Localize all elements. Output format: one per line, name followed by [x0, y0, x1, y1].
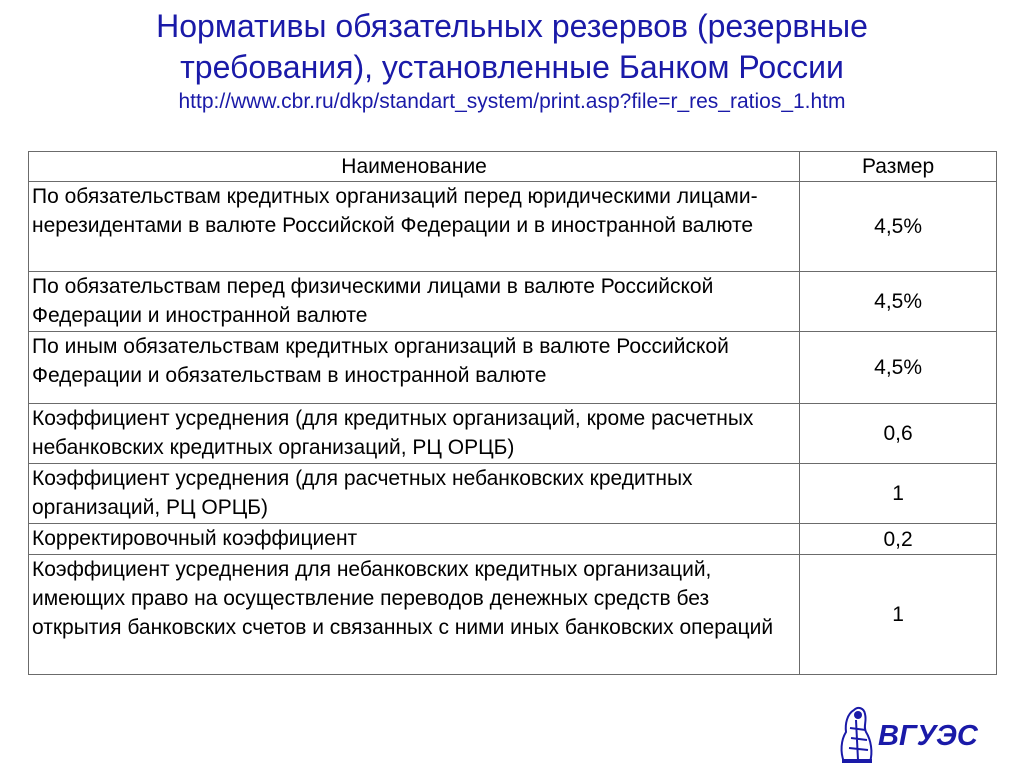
- row-value: 4,5%: [800, 272, 997, 332]
- row-name: Коэффициент усреднения для небанковских кредитных организаций, имеющих право на осуществление переводов денежных средств без открытия банковских счетов и связанных с ними иных банковских операций: [29, 555, 800, 675]
- logo-text: ВГУЭС: [878, 720, 978, 752]
- header-size: Размер: [800, 152, 997, 182]
- page-title: [0, 6, 1024, 88]
- table-row: [29, 182, 997, 272]
- title-line-1: Нормативы обязательных резервов (резервные: [156, 8, 868, 44]
- row-value: 1: [800, 555, 997, 675]
- reserve-ratios-table: [28, 151, 997, 675]
- row-value: 0,6: [800, 404, 997, 464]
- row-name: Корректировочный коэффициент: [29, 524, 800, 555]
- table-row: [29, 464, 997, 524]
- table-row: [29, 524, 997, 555]
- table-row: [29, 404, 997, 464]
- row-value: 4,5%: [800, 332, 997, 404]
- source-url: http://www.cbr.ru/dkp/standart_system/print.asp?file=r_res_ratios_1.htm: [178, 90, 846, 113]
- table-header-row: [29, 152, 997, 182]
- row-value: 4,5%: [800, 182, 997, 272]
- row-value: 0,2: [800, 524, 997, 555]
- row-name: Коэффициент усреднения (для кредитных организаций, кроме расчетных небанковских кредитных организаций, РЦ ОРЦБ): [29, 404, 800, 464]
- row-name: По иным обязательствам кредитных организаций в валюте Российской Федерации и обязательствам в иностранной валюте: [29, 332, 800, 404]
- row-value: 1: [800, 464, 997, 524]
- row-name: Коэффициент усреднения (для расчетных небанковских кредитных организаций, РЦ ОРЦБ): [29, 464, 800, 524]
- university-logo: [836, 702, 996, 764]
- row-name: По обязательствам кредитных организаций перед юридическими лицами-нерезидентами в валюте Российской Федерации и в иностранной валюте: [29, 182, 800, 272]
- table-row: [29, 555, 997, 675]
- title-line-2: требования), установленные Банком России: [180, 49, 844, 85]
- table-row: [29, 272, 997, 332]
- table-row: [29, 332, 997, 404]
- header-name: Наименование: [29, 152, 800, 182]
- row-name: По обязательствам перед физическими лицами в валюте Российской Федерации и иностранной валюте: [29, 272, 800, 332]
- statue-icon: [842, 708, 872, 763]
